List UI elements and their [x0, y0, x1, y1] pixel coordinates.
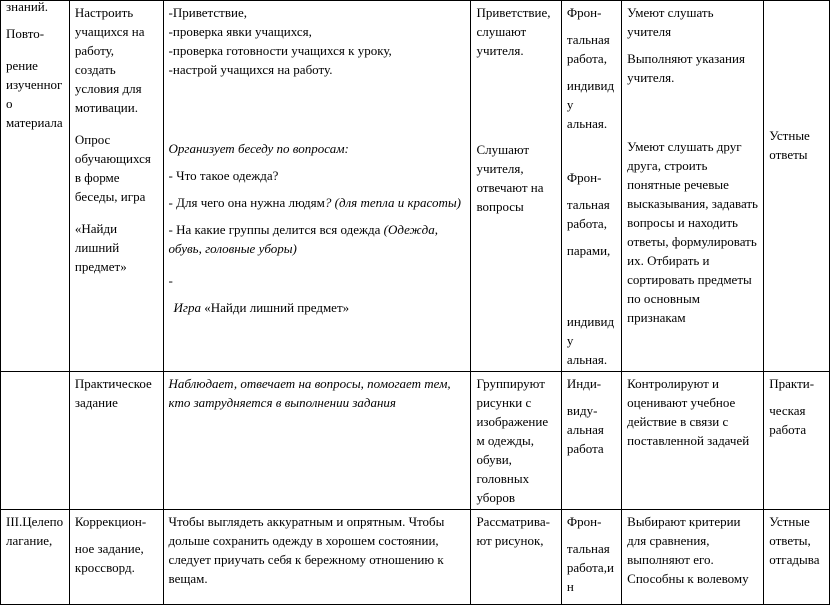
student-activity-cell — [471, 1, 561, 372]
work-form-text: тальная работа, — [566, 32, 610, 66]
stage-text: III.Целеполагание, — [6, 514, 64, 548]
teacher-activity-cell — [163, 372, 471, 510]
work-form-text: индивиду альная. — [566, 78, 615, 131]
work-form-text: Инди- — [566, 376, 602, 391]
work-form-text: индивиду альная. — [566, 314, 615, 367]
question-3-text: - На какие группы делится вся одежда — [168, 222, 384, 237]
work-form-cell — [561, 1, 621, 372]
question-1: - Что такое одежда? — [168, 168, 279, 183]
uud-text: Выбирают критерии для сравнения, выполняют его. Способны к волевому — [627, 514, 749, 586]
goal-text: Практическое задание — [74, 376, 152, 410]
uud-text: Умеют слушать друг друга, строить понятные речевые высказывания, задавать вопросы и находить ответы, формулировать их. Отбирать и сортировать предметы по основным признакам — [627, 139, 758, 325]
uud-text: Выполняют указания учителя. — [627, 51, 745, 85]
teacher-text: Чтобы выглядеть аккуратным и опрятным. Чтобы дольше сохранить одежду в хорошем состоянии, следует приучать себя к бережному отношению к вещам. — [168, 514, 445, 586]
stage-text: рение изученного материала — [6, 58, 63, 130]
teacher-text: Наблюдает, отвечает на вопросы, помогает тем, кто затрудняется в выполнении задания — [168, 376, 451, 410]
stage-text: Повто- — [6, 26, 45, 41]
dash-item: - — [168, 273, 173, 288]
student-text: Рассматрива-ют рисунок, — [476, 514, 550, 548]
game-item — [169, 298, 466, 317]
student-text: Приветствие, слушают учителя. — [476, 5, 551, 58]
goal-cell — [69, 372, 163, 510]
work-form-text: альная работа — [566, 422, 604, 456]
question-3 — [169, 220, 466, 258]
control-text: Устные ответы, отгадыва — [769, 514, 820, 567]
uud-text: Контролируют и оценивают учебное действие в связи с поставленной задачей — [627, 376, 750, 448]
uud-cell — [622, 510, 764, 605]
student-text: Слушают учителя, отвечают на вопросы — [476, 142, 544, 214]
work-form-text: Фрон- — [566, 170, 602, 185]
control-cell — [764, 510, 830, 605]
work-form-text: парами, — [566, 243, 611, 258]
question-2-text: - Для чего она нужна людям — [168, 195, 325, 210]
teacher-activity-cell — [163, 1, 471, 372]
work-form-text: тальная работа, — [566, 197, 610, 231]
control-text: Практи- — [769, 376, 815, 391]
stage-cell — [1, 1, 70, 372]
table-row — [1, 510, 830, 605]
teacher-text: -проверка готовности учащихся к уроку, — [168, 43, 392, 58]
goal-text: «Найди лишний предмет» — [74, 221, 127, 274]
stage-cell — [1, 510, 70, 605]
teacher-text: -настрой учащихся на работу. — [168, 62, 333, 77]
student-text: Группируют рисунки с изображением одежды, обуви, головных уборов — [476, 376, 549, 505]
work-form-text: тальная работа,ин — [566, 541, 614, 594]
control-cell — [764, 372, 830, 510]
work-form-cell — [561, 510, 621, 605]
student-activity-cell — [471, 372, 561, 510]
stage-text: знаний. — [6, 0, 48, 14]
student-activity-cell — [471, 510, 561, 605]
goal-text: Коррекцион- — [74, 514, 147, 529]
work-form-text: Фрон- — [566, 5, 602, 20]
uud-cell — [622, 372, 764, 510]
game-label: Игра — [173, 300, 202, 315]
conversation-heading: Организует беседу по вопросам: — [168, 141, 349, 156]
work-form-text: Фрон- — [566, 514, 602, 529]
goal-cell — [69, 510, 163, 605]
goal-text: Настроить учащихся на работу, создать условия для мотивации. — [74, 5, 145, 115]
teacher-text: -Приветствие, — [168, 5, 247, 20]
goal-text: Опрос обучающихся в форме беседы, игра — [74, 132, 151, 204]
table-row — [1, 1, 830, 372]
teacher-activity-cell — [163, 510, 471, 605]
table-row — [1, 372, 830, 510]
question-2-answer: ? (для тепла и красоты) — [324, 195, 462, 210]
control-cell — [764, 1, 830, 372]
work-form-text: виду- — [566, 403, 598, 418]
control-text: ческая работа — [769, 403, 807, 437]
teacher-text: -проверка явки учащихся, — [168, 24, 312, 39]
question-3-answer: (Одежда, обувь, головные уборы) — [168, 222, 438, 256]
control-text: Устные ответы — [769, 128, 810, 162]
question-2 — [169, 193, 466, 212]
uud-text: Умеют слушать учителя — [627, 5, 714, 39]
goal-text: ное задание, кроссворд. — [74, 541, 144, 575]
game-text: «Найди лишний предмет» — [201, 300, 350, 315]
uud-cell — [622, 1, 764, 372]
goal-cell — [69, 1, 163, 372]
work-form-cell — [561, 372, 621, 510]
stage-cell — [1, 372, 70, 510]
